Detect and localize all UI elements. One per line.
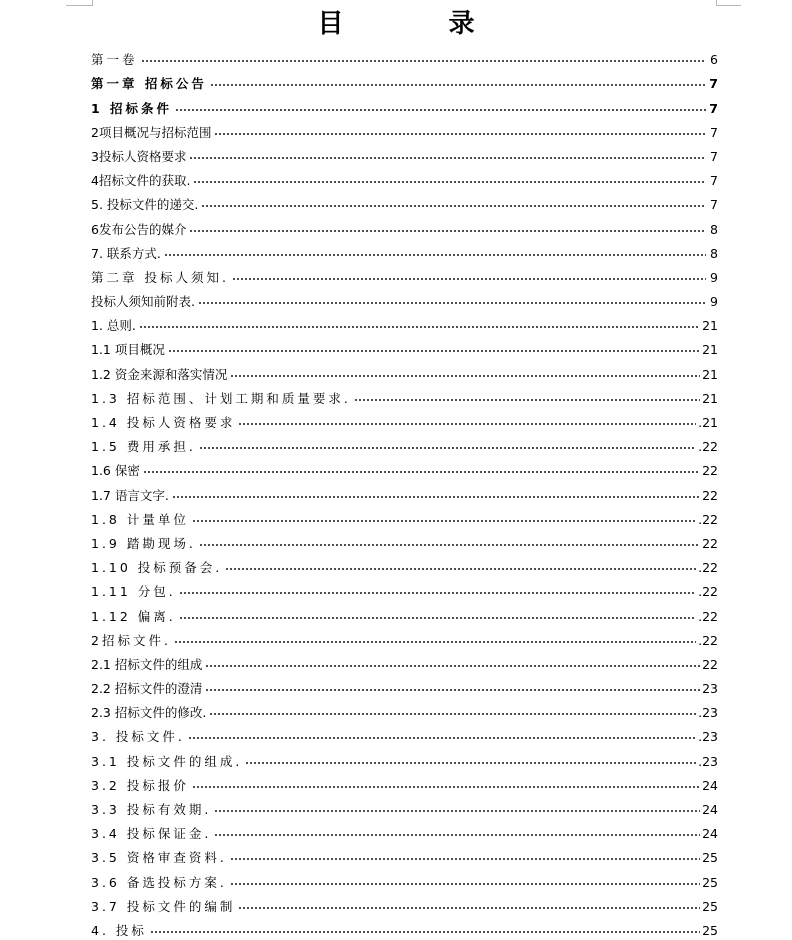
toc-entry[interactable] [91,892,718,916]
dot-leader [150,929,700,935]
dot-leader [179,615,696,621]
dot-leader [210,82,706,88]
toc-entry[interactable] [91,867,718,891]
toc-entry[interactable] [91,819,718,843]
toc-entry[interactable] [91,529,718,553]
toc-entry-page-number: 24 [702,777,718,793]
toc-entry-page-number: 21 [702,366,718,382]
dot-leader [205,663,700,669]
toc-entry[interactable] [91,69,718,93]
dot-leader [214,808,700,814]
toc-entry-page-number: 25 [702,922,718,938]
dot-leader [168,348,700,354]
dot-leader [174,639,696,645]
toc-entry-page-number: .23 [698,729,718,745]
toc-entry-label: 2.3 招标文件的修改. [91,705,207,721]
dot-leader [232,276,706,282]
toc-entry-page-number: 25 [702,850,718,866]
toc-entry[interactable] [91,916,718,940]
toc-entry[interactable] [91,771,718,795]
toc-entry-page-number: 8 [710,245,718,261]
toc-entry-page-number: 8 [710,221,718,237]
toc-entry-label: 1.8 计量单位 [91,511,189,527]
toc-entry-label: 2.1 招标文件的组成 [91,656,203,672]
toc-entry[interactable] [91,505,718,529]
toc-entry[interactable] [91,650,718,674]
toc-entry-page-number: 25 [702,898,718,914]
toc-entry[interactable] [91,311,718,335]
toc-entry[interactable] [91,287,718,311]
toc-entry[interactable] [91,626,718,650]
table-of-contents [91,45,718,940]
toc-entry-page-number: 22 [702,463,718,479]
dot-leader [214,832,700,838]
toc-entry[interactable] [91,577,718,601]
dot-leader [214,131,706,137]
toc-entry[interactable] [91,456,718,480]
toc-entry-label: 第一卷 [91,52,138,68]
toc-entry-page-number: 7 [709,76,718,92]
toc-entry-page-number: 22 [702,487,718,503]
toc-entry-label: 1.9 踏勘现场. [91,535,196,551]
dot-leader [139,324,700,330]
toc-entry[interactable] [91,698,718,722]
toc-entry[interactable] [91,746,718,770]
toc-entry-label: 3.1 投标文件的组成. [91,753,243,769]
dot-leader [172,494,700,500]
dot-leader [230,373,700,379]
toc-entry-label: 7. 联系方式. [91,245,161,261]
toc-entry-label: 1.1 项目概况 [91,342,165,358]
toc-entry-label: 1.11 分包. [91,584,176,600]
toc-entry-page-number: 23 [702,681,718,697]
toc-entry-label: 3投标人资格要求 [91,148,187,164]
toc-entry-label: 3.6 备选投标方案. [91,874,227,890]
dot-leader [143,469,700,475]
dot-leader [175,107,706,113]
dot-leader [230,881,700,887]
toc-entry-page-number: 24 [702,802,718,817]
toc-entry[interactable] [91,674,718,698]
toc-entry[interactable] [91,553,718,577]
dot-leader [201,203,706,209]
toc-entry-page-number: .22 [698,439,718,455]
toc-entry-label: 3. 投标文件. [91,729,185,745]
toc-entry-label: 5. 投标文件的递交. [91,197,199,213]
toc-entry-page-number: 7 [710,148,718,164]
toc-title: 目 录 [317,9,523,39]
dot-leader [164,252,706,258]
dot-leader [225,566,696,572]
toc-entry-page-number: .23 [698,705,718,721]
toc-entry[interactable] [91,722,718,746]
toc-entry[interactable] [91,118,718,142]
toc-entry-page-number: 7 [710,124,718,140]
toc-entry-label: 第二章 投标人须知. [91,269,229,285]
toc-entry-label: 4. 投标 [91,922,147,938]
dot-leader [199,445,696,451]
toc-entry-label: 4招标文件的获取. [91,173,191,189]
toc-entry[interactable] [91,843,718,867]
dot-leader [141,58,706,64]
toc-entry-page-number: .21 [698,415,718,430]
dot-leader [198,300,706,306]
toc-entry-page-number: 24 [702,826,718,842]
toc-entry[interactable] [91,263,718,287]
toc-entry-label: 1.12 偏离. [91,608,176,624]
dot-leader [189,155,706,161]
toc-entry-label: 3.7 投标文件的编制 [91,898,236,914]
dot-leader [230,856,700,862]
dot-leader [192,518,696,524]
toc-entry[interactable] [91,432,718,456]
toc-entry-page-number: 9 [710,294,718,310]
toc-entry-label: 1. 总则. [91,318,136,334]
toc-entry[interactable] [91,93,718,117]
toc-entry-label: 3.2 投标报价 [91,777,189,793]
dot-leader [238,421,696,427]
toc-entry-label: 第一章 招标公告 [91,76,207,92]
toc-entry-label: 1.5 费用承担. [91,439,196,455]
toc-entry-label: 1.6 保密 [91,463,140,479]
dot-leader [193,179,706,185]
toc-entry-label: 3.3 投标有效期. [91,802,212,817]
toc-entry-page-number: .22 [698,560,718,576]
toc-entry-label: 1.7 语言文字. [91,487,169,503]
toc-entry[interactable] [91,45,718,69]
toc-entry[interactable] [91,335,718,359]
toc-entry[interactable] [91,166,718,190]
toc-entry-page-number: .22 [698,632,718,648]
toc-entry-page-number: .22 [698,511,718,527]
toc-entry[interactable] [91,601,718,625]
toc-entry[interactable] [91,142,718,166]
toc-entry-label: 2项目概况与招标范围 [91,124,212,140]
toc-entry[interactable] [91,359,718,383]
toc-entry-label: 6发布公告的媒介 [91,221,187,237]
toc-entry-page-number: .23 [698,753,718,769]
toc-entry[interactable] [91,190,718,214]
toc-entry-page-number: 25 [702,874,718,890]
toc-entry-label: 1 招标条件 [91,100,173,116]
toc-entry-page-number: 6 [710,52,718,68]
toc-entry-page-number: 7 [709,100,718,116]
toc-entry-page-number: 22 [702,535,718,551]
toc-entry-page-number: 7 [710,173,718,189]
toc-entry-label: 2招标文件. [91,632,171,648]
toc-entry-page-number: 21 [702,342,718,358]
toc-entry-page-number: 22 [702,656,718,672]
toc-entry[interactable] [91,795,718,819]
dot-leader [354,397,700,403]
toc-entry-label: 投标人须知前附表. [91,294,195,310]
toc-entry-page-number: 21 [702,390,718,406]
toc-entry-page-number: .22 [698,584,718,600]
toc-entry-label: 1.3 招标范围、计划工期和质量要求. [91,390,351,406]
dot-leader [189,228,706,234]
toc-entry-label: 1.2 资金来源和落实情况 [91,366,228,382]
toc-entry-label: 1.10 投标预备会. [91,560,223,576]
dot-leader [188,735,696,741]
toc-entry-page-number: .22 [698,608,718,624]
toc-entry-label: 1.4 投标人资格要求 [91,415,236,430]
toc-entry[interactable] [91,384,718,408]
dot-leader [205,687,700,693]
toc-entry-page-number: 9 [710,269,718,285]
toc-entry-label: 2.2 招标文件的澄清 [91,681,203,697]
toc-entry[interactable] [91,214,718,238]
dot-leader [238,905,700,911]
toc-entry-label: 3.5 资格审查资料. [91,850,227,866]
toc-entry-page-number: 21 [702,318,718,334]
dot-leader [209,711,696,717]
dot-leader [245,760,696,766]
toc-entry[interactable] [91,408,718,432]
toc-entry[interactable] [91,239,718,263]
toc-entry-page-number: 7 [710,197,718,213]
dot-leader [192,784,700,790]
dot-leader [179,590,696,596]
dot-leader [199,542,700,548]
toc-entry-label: 3.4 投标保证金. [91,826,212,842]
toc-entry[interactable] [91,480,718,504]
